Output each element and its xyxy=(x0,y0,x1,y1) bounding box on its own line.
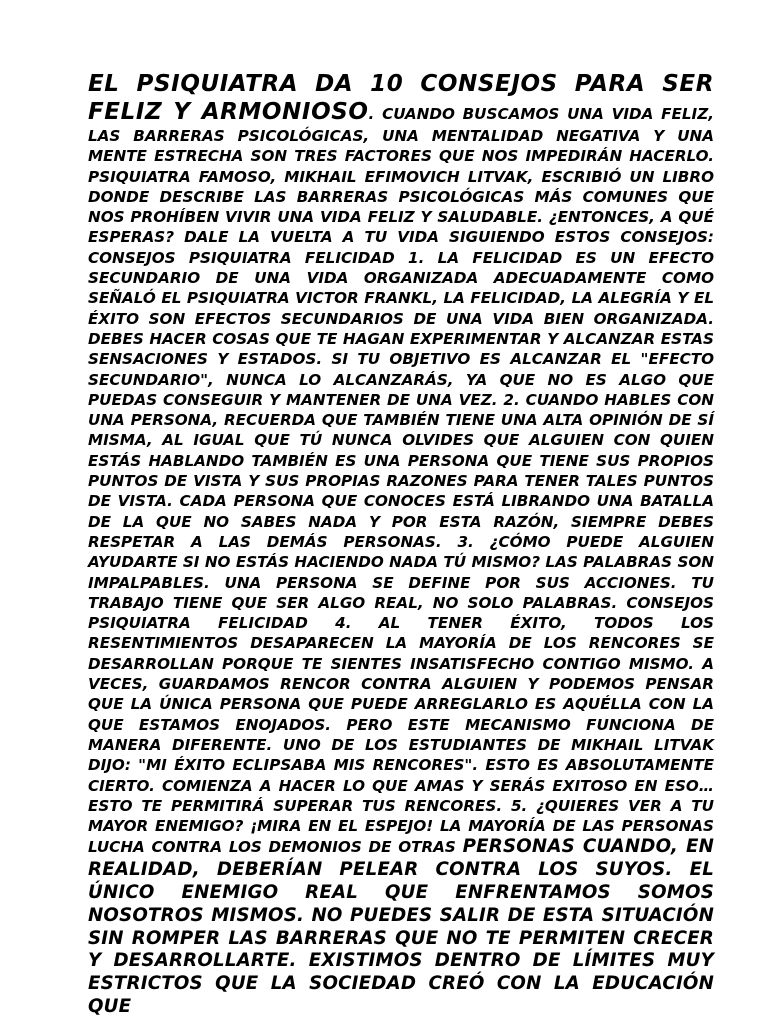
body-text-small: CUANDO BUSCAMOS UNA VIDA FELIZ, LAS BARRERAS PSICOLÓGICAS, UNA MENTALIDAD NEGATIVA Y UNA MENTE ESTRECHA SON TRES FACTORES QUE NOS IMPEDIRÁN HACERLO. PSIQUIATRA FAMOSO, MIKHAIL EFIMOVICH LITVAK, ESCRIBIÓ UN LIBRO DONDE DESCRIBE LAS BARRERAS PSICOLÓGICAS MÁS COMUNES QUE NOS PROHÍBEN VIVIR UNA VIDA FELIZ Y SALUDABLE. ¿ENTONCES, A QUÉ ESPERAS? DALE LA VUELTA A TU VIDA SIGUIENDO ESTOS CONSEJOS: CONSEJOS PSIQUIATRA FELICIDAD 1. LA FELICIDAD ES UN EFECTO SECUNDARIO DE UNA VIDA ORGANIZADA ADECUADAMENTE COMO SEÑALÓ EL PSIQUIATRA VICTOR FRANKL, LA FELICIDAD, LA ALEGRÍA Y EL ÉXITO SON EFECTOS SECUNDARIOS DE UNA VIDA BIEN ORGANIZADA. DEBES HACER COSAS QUE TE HAGAN EXPERIMENTAR Y ALCANZAR ESTAS SENSACIONES Y ESTADOS. SI TU OBJETIVO ES ALCANZAR EL "EFECTO SECUNDARIO", NUNCA LO ALCANZARÁS, YA QUE NO ES ALGO QUE PUEDAS CONSEGUIR Y MANTENER DE UNA VEZ. 2. CUANDO HABLES CON UNA PERSONA, RECUERDA QUE TAMBIÉN TIENE UNA ALTA OPINIÓN DE SÍ MISMA, AL IGUAL QUE TÚ NUNCA OLVIDES QUE ALGUIEN CON QUIEN ESTÁS HABLANDO TAMBIÉN ES UNA PERSONA QUE TIENE SUS PROPIOS PUNTOS DE VISTA Y SUS PROPIAS RAZONES PARA TENER TALES PUNTOS DE VISTA. CADA PERSONA QUE CONOCES ESTÁ LIBRANDO UNA BATALLA DE LA QUE NO SABES NADA Y POR ESTA RAZÓN, SIEMPRE DEBES RESPETAR A LAS DEMÁS PERSONAS. 3. ¿CÓMO PUEDE ALGUIEN AYUDARTE SI NO ESTÁS HACIENDO NADA TÚ MISMO? LAS PALABRAS SON IMPALPABLES. UNA PERSONA SE DEFINE POR SUS ACCIONES. TU TRABAJO TIENE QUE SER ALGO REAL, NO SOLO PALABRAS. CONSEJOS PSIQUIATRA FELICIDAD 4. AL TENER ÉXITO, TODOS LOS RESENTIMIENTOS DESAPARECEN LA MAYORÍA DE LOS RENCORES SE DESARROLLAN PORQUE TE SIENTES INSATISFECHO CONTIGO MISMO. A VECES, GUARDAMOS RENCOR CONTRA ALGUIEN Y PODEMOS PENSAR QUE LA ÚNICA PERSONA QUE PUEDE ARREGLARLO ES AQUÉLLA CON LA QUE ESTAMOS ENOJADOS. PERO ESTE MECANISMO FUNCIONA DE MANERA DIFERENTE. UNO DE LOS ESTUDIANTES DE MIKHAIL LITVAK DIJO: "MI ÉXITO ECLIPSABA MIS RENCORES". ESTO ES ABSOLUTAMENTE CIERTO. COMIENZA A HACER LO QUE AMAS Y SERÁS EXITOSO EN ESO… ESTO TE PERMITIRÁ SUPERAR TUS RENCORES. 5. ¿QUIERES VER A TU MAYOR ENEMIGO? ¡MIRA EN EL ESPEJO! LA MAYORÍA DE LAS PERSONAS LUCHA CONTRA LOS DEMONIOS DE OTRAS xyxy=(88,105,714,857)
document-title: EL PSIQUIATRA DA 10 CONSEJOS PARA SER FELIZ Y ARMONIOSO xyxy=(88,71,714,125)
body-text-large: PERSONAS CUANDO, EN REALIDAD, DEBERÍAN PELEAR CONTRA LOS SUYOS. EL ÚNICO ENEMIGO REAL QUE ENFRENTAMOS SOMOS NOSOTROS MISMOS. NO PUEDES SALIR DE ESTA SITUACIÓN SIN ROMPER LAS BARRERAS QUE NO TE PERMITEN CRECER Y DESARROLLARTE. EXISTIMOS DENTRO DE LÍMITES MUY ESTRICTOS QUE LA SOCIEDAD CREÓ CON LA EDUCACIÓN QUE xyxy=(88,836,714,1017)
document-text xyxy=(88,70,714,1019)
title-punctuation: . xyxy=(368,105,383,123)
